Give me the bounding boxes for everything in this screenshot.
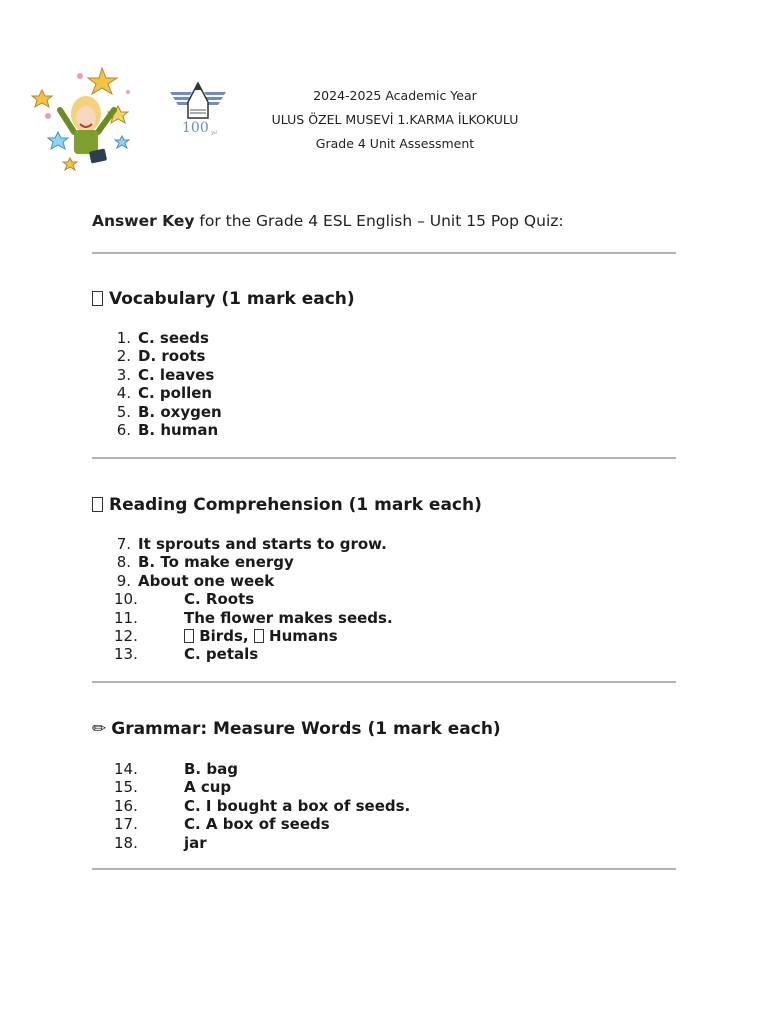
missing-glyph-icon [92,497,103,512]
divider [92,457,676,459]
item-answer: B. To make energy [138,553,294,572]
missing-glyph-icon [254,629,264,643]
item-number: 2. [116,347,131,366]
item-answer: It sprouts and starts to grow. [138,535,387,553]
item-number: 16. [114,796,138,815]
item-number: 5. [116,402,131,421]
divider [92,681,676,683]
grammar-title: Grammar: Measure Words (1 mark each) [111,719,501,739]
item-answer: jar [184,833,207,852]
item-answer: B. oxygen [138,402,222,421]
answer-birds: Birds, [199,626,249,645]
grammar-heading [92,719,501,739]
missing-glyph-icon [92,291,103,306]
assessment-title: Grade 4 Unit Assessment [315,136,475,151]
school-centennial-logo [168,80,228,138]
item-answer: The flower makes seeds. [184,608,393,627]
item-number: 14. [114,760,138,778]
item-answer: About one week [138,571,275,590]
item-answer: C. A box of seeds [184,815,330,834]
reading-heading [92,495,482,515]
item-answer: C. pollen [138,384,213,403]
divider [92,252,676,254]
item-answer: D. roots [138,347,206,366]
item-number: 9. [116,571,131,590]
item-answer [184,627,338,645]
logo-year-text: yıl [211,130,218,136]
item-answer: B. human [138,420,219,439]
cartoon-girl-logo [30,66,140,174]
item-answer: C. petals [184,645,259,664]
svg-text:100: 100 [182,120,209,136]
missing-glyph-icon [184,629,194,643]
item-number: 17. [114,815,138,834]
answer-key-label: Answer Key [92,212,195,230]
answer-key-intro [92,212,564,230]
item-answer: C. Roots [184,590,255,609]
item-number: 7. [116,535,131,553]
item-number: 4. [116,384,131,403]
vocabulary-title: Vocabulary (1 mark each) [109,289,355,309]
reading-title: Reading Comprehension (1 mark each) [109,495,482,515]
divider [92,868,676,870]
answer-humans: Humans [269,626,338,645]
answer-key-description: for the Grade 4 ESL English – Unit 15 Pop Quiz: [194,212,564,230]
item-number: 1. [116,329,131,347]
academic-year: 2024-2025 Academic Year [313,88,477,103]
item-number: 3. [116,365,131,384]
vocabulary-heading [92,289,355,309]
item-answer: C. seeds [138,329,209,347]
item-number: 10. [114,590,138,609]
pencil-icon: ✏ [92,719,107,739]
item-answer: B. bag [184,760,238,778]
item-number: 12. [114,626,138,645]
school-name: ULUS ÖZEL MUSEVİ 1.KARMA İLKOKULU [271,112,519,127]
item-number: 13. [114,645,138,664]
item-answer: C. leaves [138,365,215,384]
item-number: 8. [116,553,131,572]
school-header [250,84,540,156]
item-answer: C. I bought a box of seeds. [184,796,411,815]
item-number: 11. [114,608,138,627]
item-number: 18. [114,833,138,852]
item-answer: A cup [184,778,232,797]
item-number: 15. [114,778,138,797]
item-number: 6. [116,420,131,439]
